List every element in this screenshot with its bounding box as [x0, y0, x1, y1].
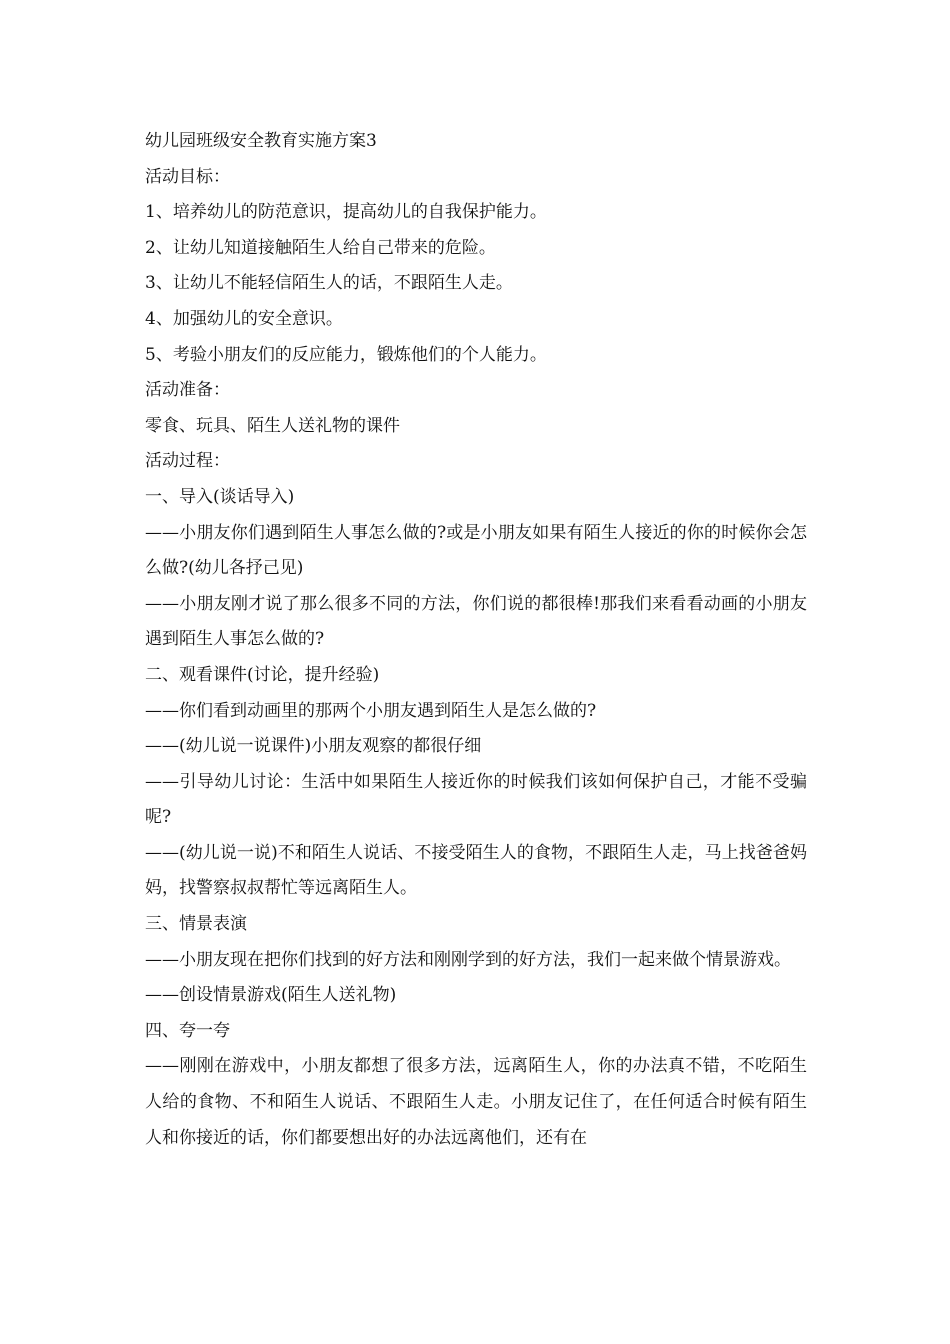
document-title: 幼儿园班级安全教育实施方案3 [145, 131, 377, 151]
paragraph-section-1-item-1: ——小朋友你们遇到陌生人事怎么做的?或是小朋友如果有陌生人接近的你的时候你会怎么做?(幼儿各抒己见) [145, 522, 807, 579]
paragraph-section-2-item-3: ——引导幼儿讨论：生活中如果陌生人接近你的时候我们该如何保护自己，才能不受骗呢? [145, 771, 807, 828]
paragraph-section-1-item-2: ——小朋友刚才说了那么很多不同的方法，你们说的都很棒!那我们来看看动画的小朋友遇到陌生人事怎么做的? [145, 593, 807, 650]
paragraph-goal-1: 1、培养幼儿的防范意识，提高幼儿的自我保护能力。 [145, 202, 547, 223]
paragraph-section-4: 四、夸一夸 [145, 1020, 230, 1041]
paragraph-prep-items: 零食、玩具、陌生人送礼物的课件 [145, 415, 400, 436]
paragraph-section-3-item-2: ——创设情景游戏(陌生人送礼物) [145, 985, 397, 1006]
paragraph-goal-4: 4、加强幼儿的安全意识。 [145, 308, 343, 329]
paragraph-prep-heading: 活动准备： [145, 380, 230, 401]
paragraph-section-1: 一、导入(谈话导入) [145, 486, 295, 507]
paragraph-goal-3: 3、让幼儿不能轻信陌生人的话，不跟陌生人走。 [145, 273, 513, 294]
document-page [145, 124, 807, 1156]
paragraph-section-3-item-1: ——小朋友现在把你们找到的好方法和刚刚学到的好方法，我们一起来做个情景游戏。 [145, 949, 791, 970]
paragraph-section-2-item-4: ——(幼儿说一说)不和陌生人说话、不接受陌生人的食物，不跟陌生人走，马上找爸爸妈妈，找警察叔叔帮忙等远离陌生人。 [145, 842, 807, 899]
paragraph-process-heading: 活动过程： [145, 451, 230, 472]
paragraph-section-2: 二、观看课件(讨论，提升经验) [145, 664, 380, 685]
paragraph-goals-heading: 活动目标： [145, 166, 230, 187]
paragraph-goal-2: 2、让幼儿知道接触陌生人给自己带来的危险。 [145, 237, 496, 258]
paragraph-goal-5: 5、考验小朋友们的反应能力，锻炼他们的个人能力。 [145, 344, 547, 365]
paragraph-section-2-item-1: ——你们看到动画里的那两个小朋友遇到陌生人是怎么做的? [145, 700, 597, 721]
paragraph-section-2-item-2: ——(幼儿说一说课件)小朋友观察的都很仔细 [145, 736, 482, 757]
paragraph-section-4-item-1: ——刚刚在游戏中，小朋友都想了很多方法，远离陌生人，你的办法真不错，不吃陌生人给的食物、不和陌生人说话、不跟陌生人走。小朋友记住了，在任何适合时候有陌生人和你接近的话，你们都要想出好的办法远离他们，还有在 [145, 1056, 807, 1148]
paragraph-section-3: 三、情景表演 [145, 914, 247, 935]
